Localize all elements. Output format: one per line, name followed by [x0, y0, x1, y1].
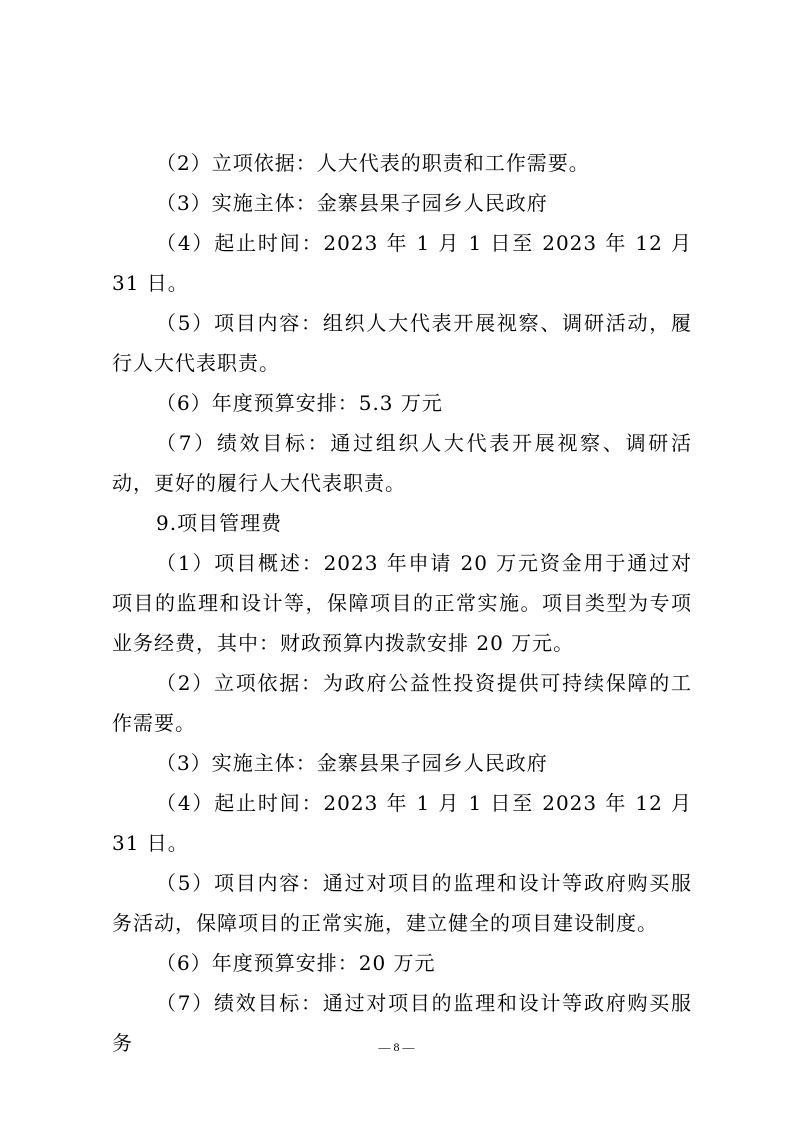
paragraph-content-2: （5）项目内容：通过对项目的监理和设计等政府购买服务活动，保障项目的正常实施，建立健全的项目建设制度。: [112, 871, 692, 935]
page-number: — 8 —: [378, 1040, 415, 1054]
paragraph-budget-2: （6）年度预算安排：20 万元: [156, 951, 436, 975]
document-body: [112, 143, 692, 1063]
paragraph-implementer: （3）实施主体：金寨县果子园乡人民政府: [156, 191, 548, 215]
section-heading: 9.项目管理费: [156, 511, 283, 535]
paragraph-period: （4）起止时间：2023 年 1 月 1 日至 2023 年 12 月 31 日。: [112, 231, 692, 295]
paragraph-goal-2: （7）绩效目标：通过对项目的监理和设计等政府购买服务: [112, 991, 692, 1055]
paragraph-implementer-2: （3）实施主体：金寨县果子园乡人民政府: [156, 751, 548, 775]
paragraph-content: （5）项目内容：组织人大代表开展视察、调研活动，履行人大代表职责。: [112, 311, 692, 375]
paragraph-budget: （6）年度预算安排：5.3 万元: [156, 391, 443, 415]
paragraph-goal: （7）绩效目标：通过组织人大代表开展视察、调研活动，更好的履行人大代表职责。: [112, 431, 692, 495]
paragraph-basis-2: （2）立项依据：为政府公益性投资提供可持续保障的工作需要。: [112, 671, 692, 735]
paragraph-basis: （2）立项依据：人大代表的职责和工作需要。: [156, 151, 590, 175]
paragraph-overview: （1）项目概述：2023 年申请 20 万元资金用于通过对项目的监理和设计等，保障项目的正常实施。项目类型为专项业务经费，其中：财政预算内拨款安排 20 万元。: [112, 551, 692, 655]
paragraph-period-2: （4）起止时间：2023 年 1 月 1 日至 2023 年 12 月 31 日。: [112, 791, 692, 855]
